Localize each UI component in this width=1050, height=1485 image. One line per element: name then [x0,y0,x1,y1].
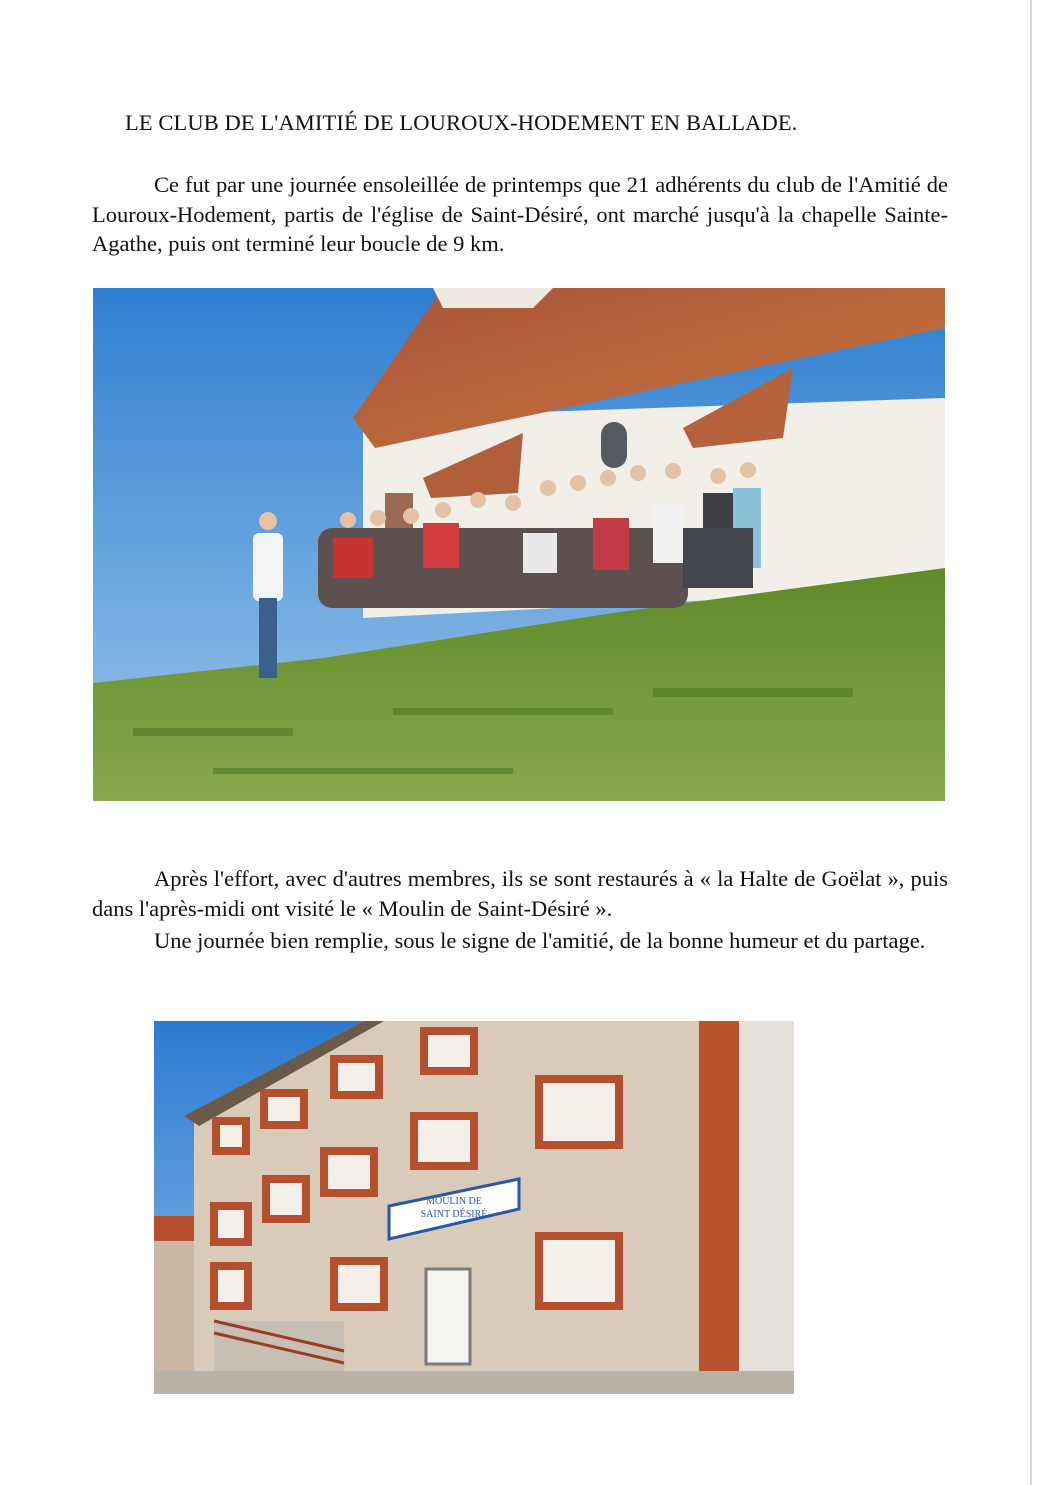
paragraph-intro-text: Ce fut par une journée ensoleillée de printemps que 21 adhérents du club de l'Amitié de Louroux-Hodement, partis de l'église de Saint-Désiré, ont marché jusqu'à la chapelle Sainte-Agathe, puis ont terminé leur boucle de 9 km. [92,172,948,256]
paragraph-intro [92,170,948,259]
article-title: LE CLUB DE L'AMITIÉ DE LOUROUX-HODEMENT EN BALLADE. [125,110,798,135]
paragraph-afternoon [92,864,948,923]
chapel-group-photo [93,288,945,801]
scan-edge [1030,0,1032,1485]
paragraph-afternoon-text: Après l'effort, avec d'autres membres, ils se sont restaurés à « la Halte de Goëlat », puis dans l'après-midi ont visité le « Moulin de Saint-Désiré ». [92,866,948,921]
moulin-building-photo [154,1021,794,1394]
paragraph-conclusion-text: Une journée bien remplie, sous le signe de l'amitié, de la bonne humeur et du partage. [154,928,926,953]
chapel-group-image [93,288,945,801]
moulin-building-image [154,1021,794,1394]
paragraph-conclusion [92,926,948,956]
moulin-sign-line2: SAINT DÉSIRÉ [420,1209,488,1220]
moulin-sign-line1: MOULIN DE [426,1196,482,1207]
